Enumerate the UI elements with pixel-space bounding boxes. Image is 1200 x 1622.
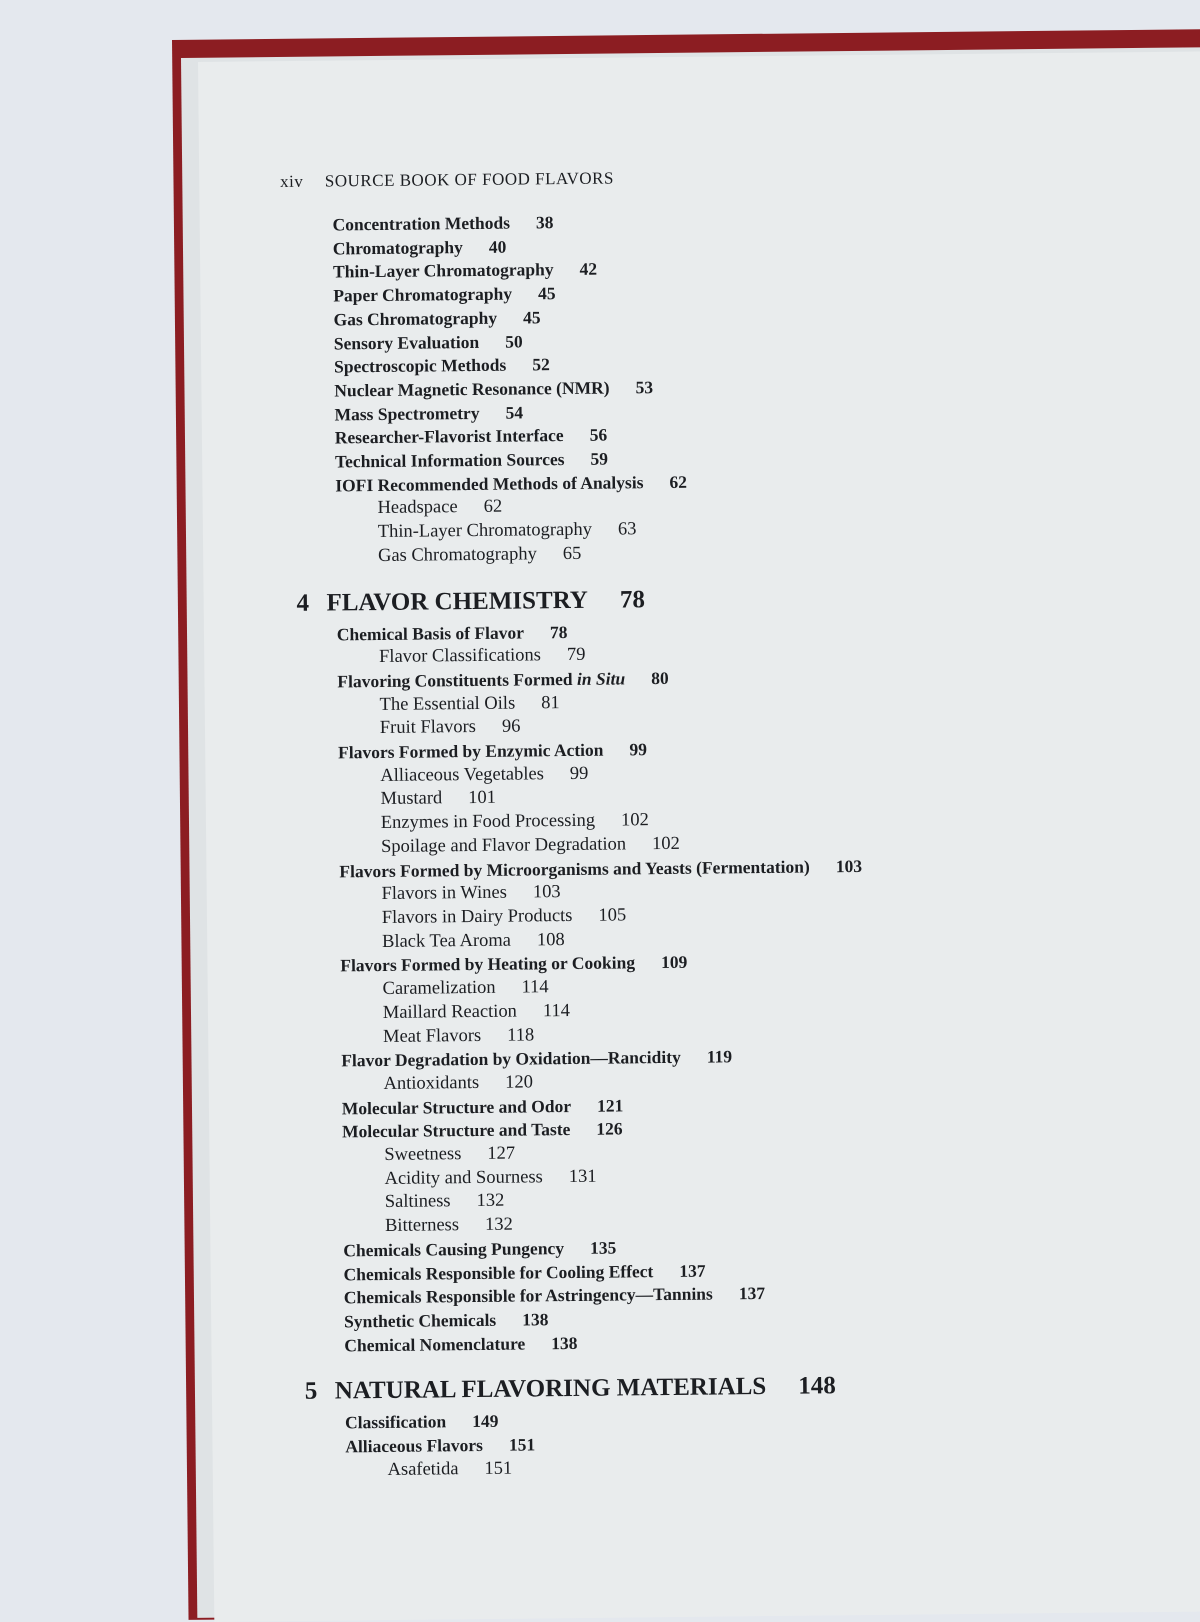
page-number: 42 <box>579 259 598 280</box>
entry-title: Black Tea Aroma <box>381 930 512 952</box>
page-number: 114 <box>521 977 549 998</box>
entry-title: Flavors Formed by Heating or Cooking <box>340 952 636 976</box>
page-number: 114 <box>542 1000 571 1022</box>
page-number: 63 <box>617 519 637 540</box>
page-number: 118 <box>507 1024 535 1046</box>
folio: xiv <box>280 171 304 191</box>
entry-title: FLAVOR CHEMISTRY <box>326 586 589 617</box>
chapter-number: 4 <box>296 589 310 617</box>
page-number: 78 <box>619 585 646 614</box>
page-number: 132 <box>484 1214 513 1236</box>
entry-title: Technical Information Sources <box>334 449 565 472</box>
page-number: 80 <box>651 667 669 689</box>
entry-title: Acidity and Sourness <box>384 1167 543 1189</box>
entry-title: Researcher-Flavorist Interface <box>334 425 564 448</box>
table-of-contents <box>280 163 1194 1484</box>
entry-title: Molecular Structure and Odor <box>341 1095 572 1119</box>
entry-title: Headspace <box>377 497 458 519</box>
page-number: 38 <box>535 212 554 233</box>
page-number: 105 <box>598 905 627 926</box>
page-number: 103 <box>835 855 863 876</box>
page-number: 59 <box>590 448 609 469</box>
entry-title: Paper Chromatography <box>333 283 513 306</box>
page-number: 109 <box>660 952 688 973</box>
page-number: 137 <box>679 1260 706 1281</box>
page-number: 52 <box>532 354 550 375</box>
page-number: 40 <box>488 236 507 257</box>
page-number: 56 <box>589 424 608 446</box>
entry-title: Classification <box>344 1411 447 1433</box>
entry-title: Flavors in Wines <box>381 882 507 905</box>
page-number: 120 <box>505 1072 533 1093</box>
page-number: 45 <box>537 283 556 304</box>
page-number: 50 <box>505 330 523 352</box>
page-number: 81 <box>541 692 560 713</box>
page-number: 135 <box>589 1237 617 1258</box>
page-number: 108 <box>536 929 565 951</box>
toc-entries <box>280 205 1193 1484</box>
entry-title: Bitterness <box>384 1215 460 1237</box>
entry-title: Enzymes in Food Processing <box>380 810 596 834</box>
entry-title: Chemical Nomenclature <box>344 1333 526 1356</box>
entry-title: The Essential Oils <box>379 693 516 715</box>
entry-title: Molecular Structure and Taste <box>341 1119 571 1142</box>
entry-title-italic: in Situ <box>576 668 626 689</box>
entry-title: Mass Spectrometry <box>334 402 480 425</box>
page-number: 102 <box>620 810 649 831</box>
page-number: 102 <box>652 833 680 855</box>
page-number: 99 <box>629 739 648 760</box>
entry-title: Caramelization <box>382 977 496 1000</box>
entry-title: Chemicals Responsible for Cooling Effect <box>343 1260 654 1284</box>
entry-title: NATURAL FLAVORING MATERIALS <box>334 1373 767 1405</box>
page-number: 45 <box>522 307 541 328</box>
entry-title: Saltiness <box>384 1191 451 1213</box>
entry-title: Gas Chromatography <box>377 544 537 566</box>
entry-title: Nuclear Magnetic Resonance (NMR) <box>334 377 610 401</box>
page-number: 132 <box>476 1191 505 1212</box>
entry-title: Flavor Classifications <box>378 645 542 668</box>
page-number: 121 <box>596 1095 624 1116</box>
page-number: 138 <box>551 1332 578 1353</box>
page-number: 78 <box>549 621 568 642</box>
page-number: 149 <box>472 1411 499 1432</box>
entry-title: Chemicals Responsible for Astringency—Tannins <box>343 1283 713 1308</box>
page-number: 151 <box>484 1458 513 1479</box>
page-number: 96 <box>501 716 521 738</box>
entry-title: Mustard <box>380 788 443 810</box>
page-number: 151 <box>508 1434 536 1455</box>
page-number: 62 <box>669 471 688 492</box>
entry-title: Meat Flavors <box>382 1025 482 1047</box>
entry-title: IOFI Recommended Methods of Analysis <box>335 471 644 496</box>
entry-title: Flavor Degradation by Oxidation—Rancidity <box>341 1047 681 1071</box>
entry-title: Flavors Formed by Enzymic Action <box>337 739 604 763</box>
entry-title: Spoilage and Flavor Degradation <box>380 834 627 857</box>
page-number: 103 <box>532 882 561 903</box>
entry-title: Sensory Evaluation <box>333 331 480 353</box>
entry-title: Chemicals Causing Pungency <box>343 1237 565 1261</box>
page-number: 54 <box>505 402 524 423</box>
entry-title: Thin-Layer Chromatography <box>332 259 554 282</box>
page-number: 62 <box>483 497 503 518</box>
page-number: 126 <box>596 1118 623 1140</box>
page-number: 101 <box>468 788 497 809</box>
page-number: 79 <box>566 645 586 666</box>
entry-title: Flavors Formed by Microorganisms and Yeasts (Fermentation) <box>339 856 810 881</box>
entry-title: Spectroscopic Methods <box>333 354 507 377</box>
entry-title: Thin-Layer Chromatography <box>377 519 593 543</box>
page-number: 119 <box>706 1046 733 1067</box>
book-title: SOURCE BOOK OF FOOD FLAVORS <box>324 168 614 191</box>
entry-title: Alliaceous Vegetables <box>380 764 544 786</box>
entry-title: Gas Chromatography <box>333 307 498 330</box>
page-number: 138 <box>522 1309 549 1330</box>
entry-title: Alliaceous Flavors <box>345 1434 484 1457</box>
page-number: 131 <box>568 1166 597 1187</box>
entry-title: Chromatography <box>332 236 463 259</box>
page-number: 148 <box>798 1372 836 1400</box>
entry-title: Flavoring Constituents Formed <box>337 668 573 692</box>
entry-title: Sweetness <box>384 1144 462 1165</box>
entry-title: Antioxidants <box>383 1072 480 1094</box>
page-number: 137 <box>738 1283 766 1304</box>
chapter-number: 5 <box>304 1378 318 1406</box>
page-number: 65 <box>562 543 582 564</box>
entry-title: Synthetic Chemicals <box>343 1309 497 1332</box>
page-number: 99 <box>569 763 589 784</box>
entry-title: Flavors in Dairy Products <box>381 905 573 928</box>
entry-title: Fruit Flavors <box>379 717 477 739</box>
entry-title: Asafetida <box>387 1458 459 1480</box>
page-number: 53 <box>635 377 654 398</box>
entry-title: Chemical Basis of Flavor <box>336 622 525 644</box>
entry-title: Maillard Reaction <box>382 1001 518 1023</box>
page-number: 127 <box>487 1143 516 1164</box>
entry-title: Concentration Methods <box>332 212 511 235</box>
